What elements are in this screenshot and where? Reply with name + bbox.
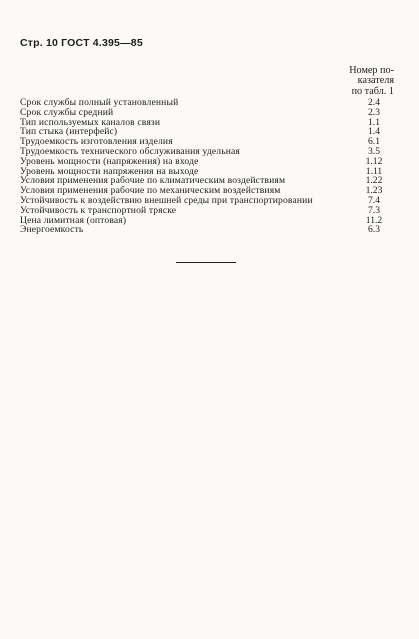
indicator-ref: 7.3 — [368, 204, 380, 216]
indicator-name: Условия применения рабочие по механическим воздействиям — [20, 185, 281, 197]
indicator-name: Уровень мощности (напряжения) на входе — [20, 155, 199, 167]
indicator-ref: 3.5 — [368, 145, 380, 157]
indicator-name: Срок службы средний — [20, 106, 114, 118]
indicator-name: Цена лимитная (оптовая) — [20, 214, 127, 226]
indicator-ref: 2.4 — [368, 97, 380, 108]
indicator-list — [20, 98, 394, 235]
column-header-line: по табл. 1 — [351, 85, 394, 97]
indicator-name: Условия применения рабочие по климатическим воздействиям — [20, 175, 286, 187]
indicator-name: Срок службы полный установленный — [20, 97, 179, 108]
indicator-ref: 1.12 — [365, 155, 383, 167]
indicator-ref: 1.4 — [368, 126, 380, 138]
indicator-ref: 7.4 — [368, 194, 380, 206]
indicator-name: Уровень мощности напряжения на выходе — [20, 165, 199, 177]
column-header-line: казателя — [357, 75, 394, 87]
column-header — [324, 66, 394, 97]
indicator-name: Трудоемкость технического обслуживания удельная — [20, 145, 240, 157]
indicator-name: Энергоемкость — [20, 224, 84, 236]
indicator-name: Тип стыка (интерфейс) — [20, 126, 118, 138]
indicator-ref: 11.2 — [365, 214, 383, 226]
indicator-ref: 2.3 — [368, 106, 380, 118]
indicator-ref: 1.22 — [365, 175, 383, 187]
indicator-ref: 1.11 — [365, 165, 383, 177]
indicator-name: Трудоемкость изготовления изделия — [20, 136, 173, 148]
column-header-line: Номер по- — [349, 65, 394, 76]
indicator-name: Тип используемых каналов связи — [20, 116, 161, 128]
indicator-ref: 1.23 — [365, 185, 383, 197]
indicator-name: Устойчивость к транспортной тряске — [20, 204, 177, 216]
indicator-ref: 6.1 — [368, 136, 380, 148]
indicator-name: Устойчивость к воздействию внешней среды при транспортировании — [20, 194, 313, 206]
end-divider — [176, 262, 236, 263]
indicator-ref: 6.3 — [368, 224, 380, 236]
page-header: Стр. 10 ГОСТ 4.395—85 — [20, 37, 143, 49]
list-item — [20, 225, 394, 235]
indicator-ref: 1.1 — [368, 116, 380, 128]
